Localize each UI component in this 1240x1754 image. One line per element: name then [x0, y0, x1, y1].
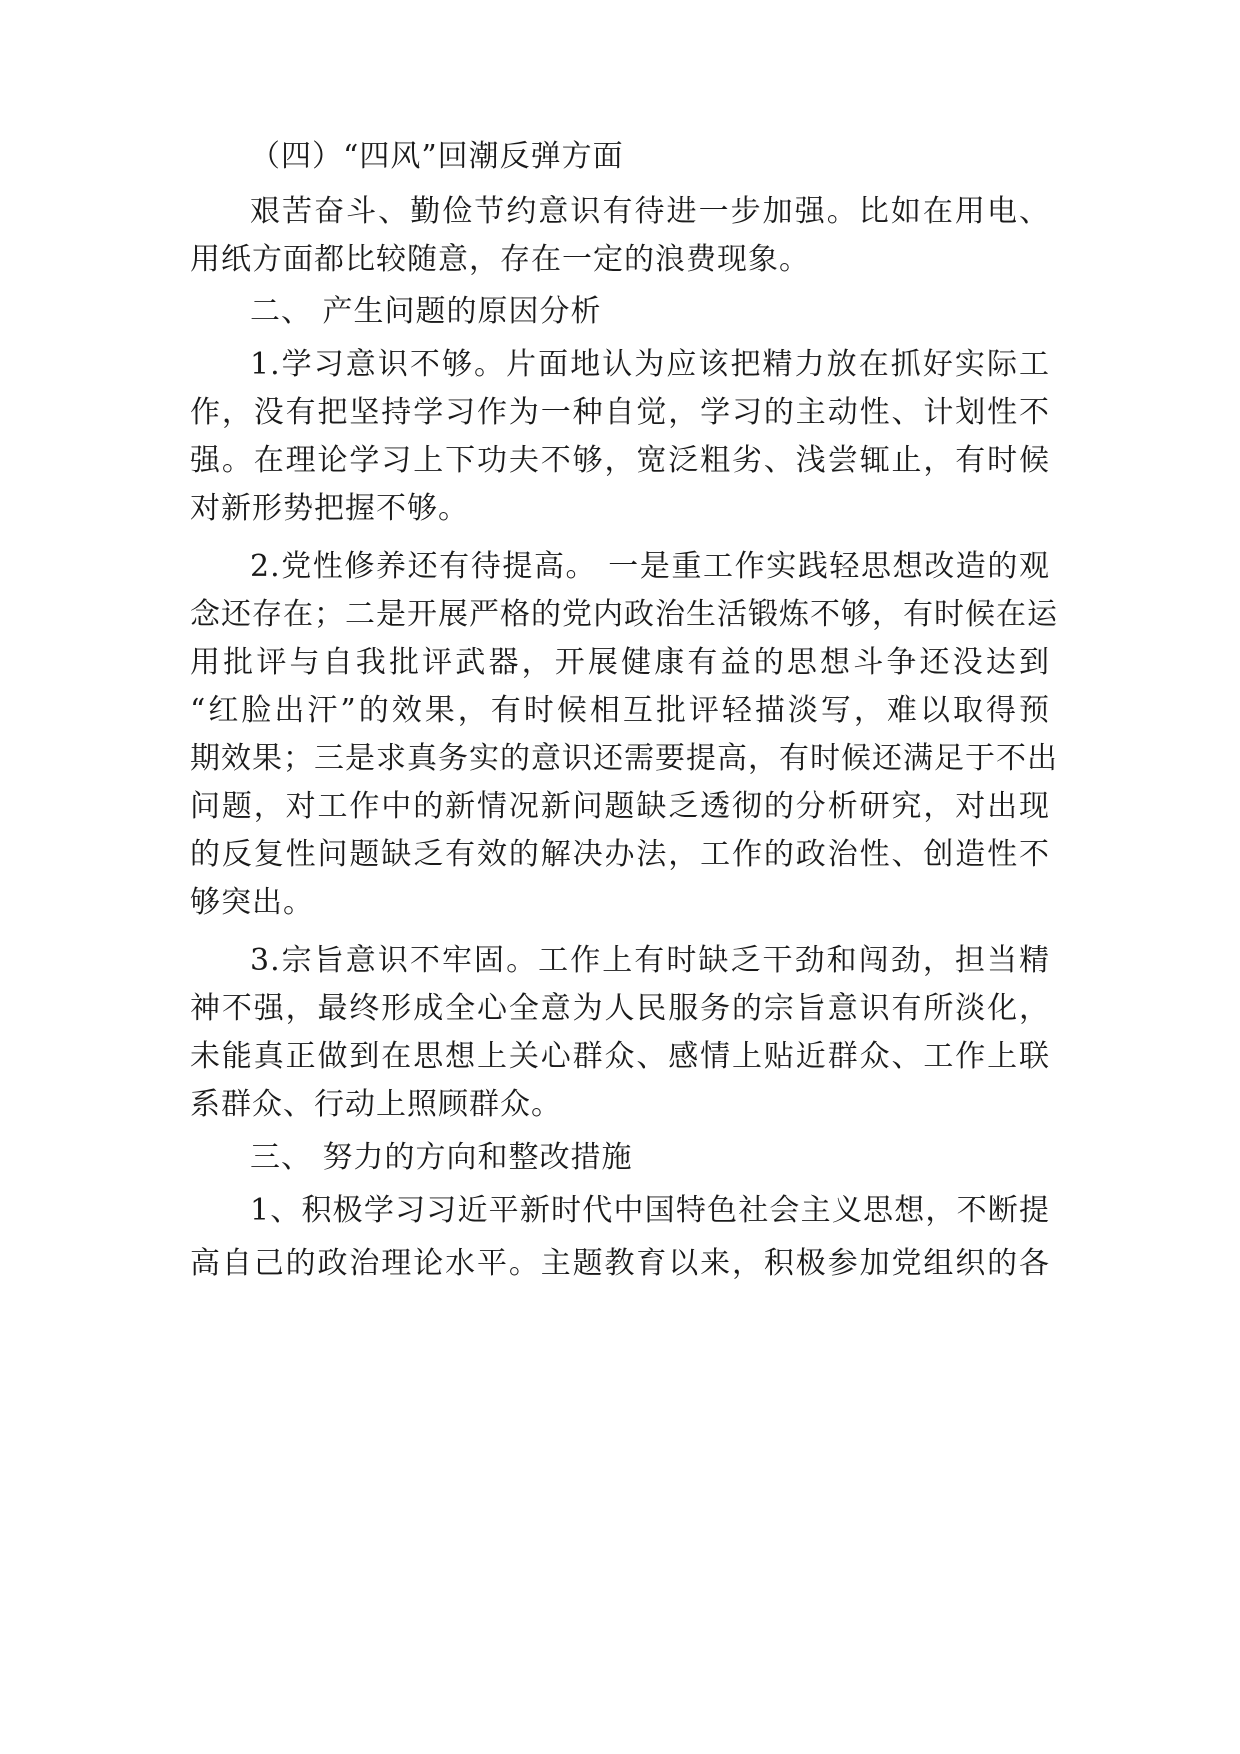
paragraph-line: 未能真正做到在思想上关心群众、感情上贴近群众、工作上联 [190, 1039, 1050, 1074]
paragraph-line: “红脸出汗”的效果，有时候相互批评轻描淡写，难以取得预 [190, 693, 1050, 728]
paragraph-line: 艰苦奋斗、勤俭节约意识有待进一步加强。比如在用电、 [250, 194, 1050, 229]
section-heading-four-winds: （四）“四风”回潮反弹方面 [250, 139, 624, 174]
paragraph-line: 用批评与自我批评武器，开展健康有益的思想斗争还没达到 [190, 645, 1050, 680]
paragraph-line: 2.党性修养还有待提高。 一是重工作实践轻思想改造的观 [250, 549, 1050, 584]
paragraph-line: 的反复性问题缺乏有效的解决办法，工作的政治性、创造性不 [190, 837, 1050, 872]
paragraph-line: 问题，对工作中的新情况新问题缺乏透彻的分析研究，对出现 [190, 789, 1050, 824]
paragraph-line: 用纸方面都比较随意，存在一定的浪费现象。 [190, 242, 810, 277]
paragraph-line: 3.宗旨意识不牢固。工作上有时缺乏干劲和闯劲，担当精 [250, 943, 1050, 978]
paragraph-line: 期效果；三是求真务实的意识还需要提高，有时候还满足于不出 [190, 741, 1058, 776]
section-heading-rectification-measures: 三、 努力的方向和整改措施 [250, 1140, 633, 1175]
paragraph-line: 强。在理论学习上下功夫不够，宽泛粗劣、浅尝辄止，有时候 [190, 443, 1050, 478]
paragraph-line: 系群众、行动上照顾群众。 [190, 1087, 562, 1122]
paragraph-line: 1.学习意识不够。片面地认为应该把精力放在抓好实际工 [250, 347, 1050, 382]
paragraph-line: 够突出。 [190, 885, 314, 920]
paragraph-line: 对新形势把握不够。 [190, 491, 469, 526]
paragraph-line: 高自己的政治理论水平。主题教育以来，积极参加党组织的各 [190, 1246, 1050, 1281]
paragraph-line: 1、积极学习习近平新时代中国特色社会主义思想，不断提 [250, 1193, 1050, 1228]
section-heading-cause-analysis: 二、 产生问题的原因分析 [250, 294, 602, 329]
paragraph-line: 念还存在；二是开展严格的党内政治生活锻炼不够，有时候在运 [190, 597, 1058, 632]
paragraph-line: 神不强，最终形成全心全意为人民服务的宗旨意识有所淡化， [190, 991, 1050, 1026]
paragraph-line: 作，没有把坚持学习作为一种自觉，学习的主动性、计划性不 [190, 395, 1050, 430]
